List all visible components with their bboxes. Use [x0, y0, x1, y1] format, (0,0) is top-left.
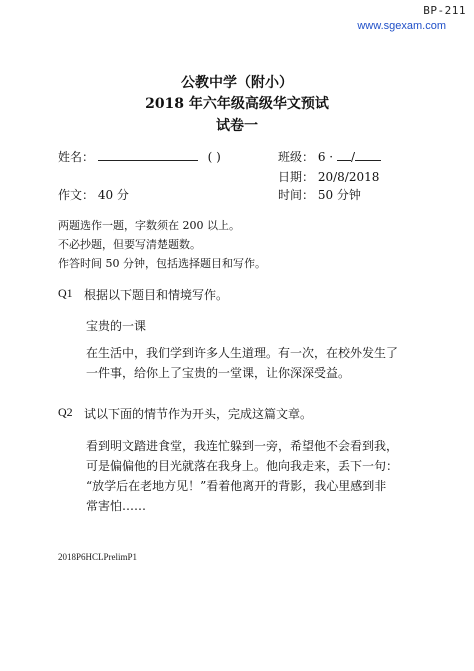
class-field — [278, 148, 381, 165]
time-field — [278, 186, 361, 203]
q2-passage-line: 可是偏偏他的目光就落在我身上。他向我走来，丢下一句： — [86, 459, 399, 473]
class-blank-2 — [355, 148, 381, 161]
name-label: 姓名： — [58, 150, 95, 164]
q2-passage — [86, 436, 416, 516]
class-blank — [337, 148, 351, 161]
instruction-line: 不必抄题，但要写清楚题数。 — [58, 238, 201, 251]
q1-scenario-line: 一件事，给你上了宝贵的一堂课，让你深深受益。 — [86, 366, 351, 380]
date-label: 日期： — [278, 170, 315, 184]
q2-number: Q2 — [58, 405, 73, 419]
document-code: BP-211 — [423, 4, 466, 17]
date-field — [278, 168, 379, 185]
index-number-paren: ( ) — [207, 150, 221, 164]
school-name: 公教中学（附小） — [181, 75, 293, 91]
name-field — [58, 148, 221, 165]
essay-marks: 40 分 — [97, 188, 129, 202]
q2-passage-line: 看到明文踏进食堂，我连忙躲到一旁，希望他不会看到我， — [86, 439, 399, 453]
date-value: 20/8/2018 — [317, 170, 380, 184]
name-blank — [98, 148, 198, 161]
time-value: 50 分钟 — [317, 188, 361, 202]
q1-scenario — [86, 343, 406, 383]
q1-number: Q1 — [58, 286, 73, 300]
paper-code-footer: 2018P6HCLPrelimP1 — [58, 552, 138, 562]
instruction-line: 作答时间 50 分钟，包括选择题目和写作。 — [58, 257, 266, 270]
essay-marks-field — [58, 186, 129, 203]
q1-prompt: 根据以下题目和情境写作。 — [84, 288, 229, 302]
q2-prompt: 试以下面的情节作为开头，完成这篇文章。 — [84, 407, 313, 421]
exam-title: 2018 年六年级高级华文预试 — [145, 96, 329, 112]
time-label: 时间： — [278, 188, 315, 202]
class-label: 班级： — [278, 150, 315, 164]
instructions — [58, 216, 266, 273]
website-link[interactable]: www.sgexam.com — [357, 20, 446, 32]
essay-label: 作文： — [58, 188, 95, 202]
paper-title: 试卷一 — [216, 118, 258, 134]
instruction-line: 两题选作一题，字数须在 200 以上。 — [58, 219, 240, 232]
q2-passage-line: 常害怕…… — [86, 499, 147, 513]
q1-scenario-line: 在生活中，我们学到许多人生道理。有一次，在校外发生了 — [86, 346, 399, 360]
q2-passage-line: “放学后在老地方见！”看着他离开的背影，我心里感到非 — [86, 479, 387, 493]
class-value: 6 · — [317, 150, 334, 164]
q1-topic: 宝贵的一课 — [86, 319, 147, 333]
class-slash: / — [350, 150, 355, 164]
